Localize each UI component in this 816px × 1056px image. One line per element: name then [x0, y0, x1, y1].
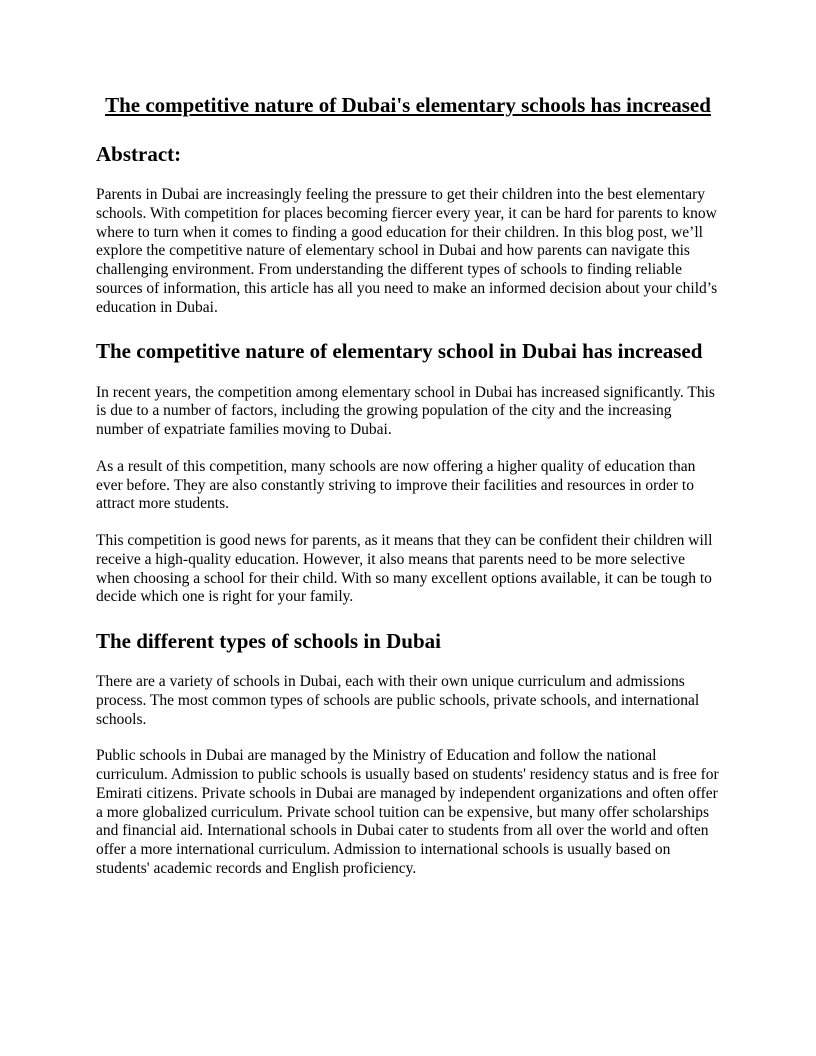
section-heading: The different types of schools in Dubai: [96, 629, 441, 654]
section-heading: The competitive nature of elementary school in Dubai has increased: [96, 339, 703, 364]
paragraph: In recent years, the competition among elementary school in Dubai has increased significantly. This is due to a number of factors, including the growing population of the city and the increasing number of expatriate families moving to Dubai.: [96, 383, 715, 439]
section-heading: Abstract:: [96, 141, 182, 166]
document-body: [96, 142, 720, 879]
document-section: [96, 629, 720, 879]
document-title: [96, 92, 720, 120]
document-title-text: The competitive nature of Dubai's elementary schools has increased: [105, 93, 711, 117]
document-section: [96, 339, 720, 607]
paragraph: This competition is good news for parents, as it means that they can be confident their children will receive a high-quality education. However, it also means that parents need to be more selective when choosing a school for their child. With so many excellent options available, it can be tough to decide which one is right for your family.: [96, 532, 713, 606]
document-section: [96, 142, 720, 317]
paragraph: There are a variety of schools in Dubai, each with their own unique curriculum and admissions process. The most common types of schools are public schools, private schools, and international schools.: [96, 673, 700, 728]
paragraph: As a result of this competition, many schools are now offering a higher quality of education than ever before. They are also constantly striving to improve their facilities and resources in order to attract more students.: [96, 457, 696, 513]
paragraph: Parents in Dubai are increasingly feeling the pressure to get their children into the best elementary schools. With competition for places becoming fiercer every year, it can be hard for parents to know where to turn when it comes to finding a good education for their children. In this blog post, we’ll explore the competitive nature of elementary school in Dubai and how parents can navigate this challenging environment. From understanding the different types of schools to finding reliable sources of information, this article has all you need to make an informed decision about your child’s education in Dubai.: [96, 186, 718, 316]
paragraph: Public schools in Dubai are managed by the Ministry of Education and follow the national curriculum. Admission to public schools is usually based on students' residency status and is free for Emirati citizens. Private schools in Dubai are managed by independent organizations and often offer a more globalized curriculum. Private school tuition can be expensive, but many offer scholarships and financial aid. International schools in Dubai cater to students from all over the world and often offer a more international curriculum. Admission to international schools is usually based on students' academic records and English proficiency.: [96, 747, 719, 877]
